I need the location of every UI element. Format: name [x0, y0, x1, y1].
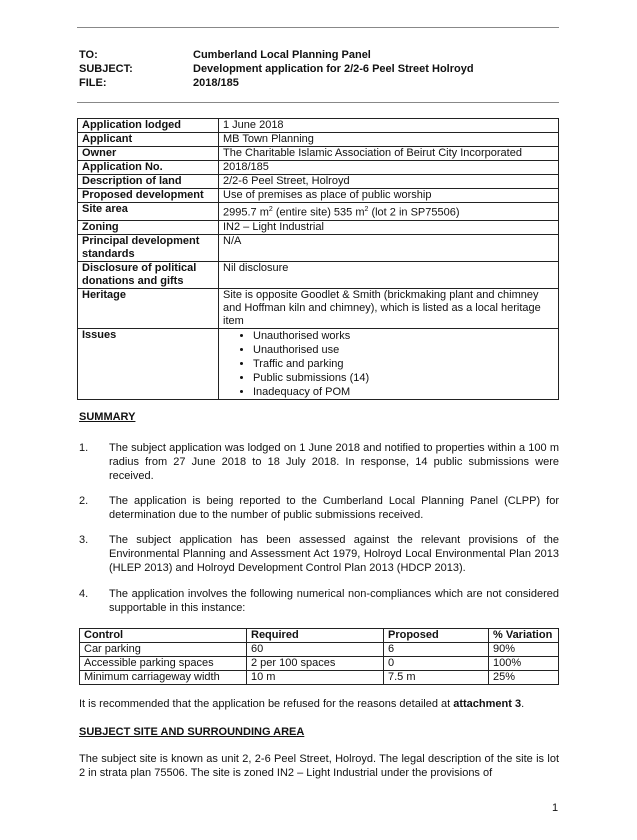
- item-number: 1.: [79, 442, 89, 454]
- row-label: Application lodged: [78, 119, 219, 133]
- row-label: Owner: [78, 147, 219, 161]
- table-row: [78, 261, 559, 288]
- row-label: Description of land: [78, 175, 219, 189]
- item-text: The subject application was lodged on 1 June 2018 and notified to properties within a 100 m radius from 27 June 2018 to 18 July 2018. In response, 14 public submissions were received.: [109, 442, 559, 482]
- row-value: 1 June 2018: [219, 119, 559, 133]
- table-row: [78, 189, 559, 203]
- top-rule: [77, 27, 559, 28]
- column-header: Required: [247, 629, 384, 643]
- recommendation-end: .: [521, 698, 525, 710]
- row-label: Principal development standards: [78, 234, 219, 261]
- table-row: [80, 671, 559, 685]
- table-header-row: [80, 629, 559, 643]
- site-area-part: 2995.7 m: [223, 206, 269, 219]
- row-label: Issues: [78, 328, 219, 399]
- table-row: [78, 203, 559, 221]
- row-value: Site is opposite Goodlet & Smith (brickmaking plant and chimney and Hoffman kiln and chimney), which is listed as a local heritage item: [219, 288, 559, 328]
- site-area-part: (lot 2 in SP75506): [368, 206, 460, 219]
- superscript: 2: [364, 206, 369, 213]
- list-item: • Public submissions (14): [253, 371, 554, 385]
- item-number: 2.: [79, 495, 89, 507]
- site-paragraph: The subject site is known as unit 2, 2-6 Peel Street, Holroyd. The legal description of the site is lot 2 in strata plan 75506. The site is zoned IN2 – Light Industrial under the provisions of: [79, 753, 559, 779]
- row-label: Application No.: [78, 161, 219, 175]
- application-info-table: [77, 118, 559, 400]
- file-value: 2018/185: [193, 77, 239, 89]
- row-label: Heritage: [78, 288, 219, 328]
- item-number: 3.: [79, 534, 89, 546]
- site-area-part: (entire site) 535 m: [272, 206, 365, 219]
- list-item: • Inadequacy of POM: [253, 385, 554, 399]
- row-label: Proposed development: [78, 189, 219, 203]
- column-header: Control: [80, 629, 247, 643]
- to-value: Cumberland Local Planning Panel: [193, 49, 371, 61]
- summary-item: [79, 441, 559, 483]
- row-value: MB Town Planning: [219, 133, 559, 147]
- table-cell: 60: [247, 643, 384, 657]
- table-cell: Car parking: [80, 643, 247, 657]
- item-number: 4.: [79, 588, 89, 600]
- site-area-value: [219, 203, 559, 221]
- table-cell: Minimum carriageway width: [80, 671, 247, 685]
- table-cell: 100%: [489, 657, 559, 671]
- item-text: The application involves the following numerical non-compliances which are not considered supportable in this instance:: [109, 588, 559, 614]
- list-item: • Unauthorised use: [253, 343, 554, 357]
- subject-value: Development application for 2/2-6 Peel Street Holroyd: [193, 63, 474, 75]
- table-cell: Accessible parking spaces: [80, 657, 247, 671]
- memo-header: [79, 48, 559, 90]
- table-row: [78, 133, 559, 147]
- table-row: [78, 147, 559, 161]
- subject-label: SUBJECT:: [79, 63, 133, 75]
- row-value: Use of premises as place of public worship: [219, 189, 559, 203]
- column-header: % Variation: [489, 629, 559, 643]
- table-row: [80, 657, 559, 671]
- table-cell: 10 m: [247, 671, 384, 685]
- superscript: 2: [268, 206, 273, 213]
- table-row: [78, 119, 559, 133]
- table-row: [78, 288, 559, 328]
- row-value: IN2 – Light Industrial: [219, 220, 559, 234]
- to-label: TO:: [79, 49, 98, 61]
- recommendation-paragraph: [79, 698, 559, 712]
- summary-heading: SUMMARY: [79, 411, 136, 423]
- header-rule: [77, 102, 559, 103]
- table-row: [78, 234, 559, 261]
- site-heading: SUBJECT SITE AND SURROUNDING AREA: [79, 726, 305, 738]
- page-number: 1: [552, 802, 559, 814]
- table-cell: 2 per 100 spaces: [247, 657, 384, 671]
- noncompliance-table: [79, 628, 559, 685]
- row-label: Applicant: [78, 133, 219, 147]
- row-value: 2018/185: [219, 161, 559, 175]
- file-label: FILE:: [79, 77, 107, 89]
- summary-item: [79, 494, 559, 522]
- row-value: 2/2-6 Peel Street, Holroyd: [219, 175, 559, 189]
- row-value: Nil disclosure: [219, 261, 559, 288]
- table-cell: 6: [384, 643, 489, 657]
- attachment-reference: attachment 3: [453, 698, 522, 710]
- table-cell: 90%: [489, 643, 559, 657]
- table-row: [78, 161, 559, 175]
- issues-cell: [219, 328, 559, 399]
- list-item: • Unauthorised works: [253, 329, 554, 343]
- summary-item: [79, 587, 559, 615]
- table-cell: 0: [384, 657, 489, 671]
- item-text: The subject application has been assessed against the relevant provisions of the Environmental Planning and Assessment Act 1979, Holroyd Local Environmental Plan 2013 (HLEP 2013) and Holroyd Development Control Plan 2013 (HDCP 2013).: [109, 534, 559, 574]
- row-label: Disclosure of political donations and gifts: [78, 261, 219, 288]
- table-cell: 7.5 m: [384, 671, 489, 685]
- table-row: [78, 328, 559, 399]
- row-label: Zoning: [78, 220, 219, 234]
- table-row: [80, 643, 559, 657]
- table-cell: 25%: [489, 671, 559, 685]
- row-label: Site area: [78, 203, 219, 221]
- recommendation-text: It is recommended that the application be refused for the reasons detailed at: [79, 698, 454, 710]
- row-value: N/A: [219, 234, 559, 261]
- row-value: The Charitable Islamic Association of Beirut City Incorporated: [219, 147, 559, 161]
- table-row: [78, 175, 559, 189]
- item-text: The application is being reported to the Cumberland Local Planning Panel (CLPP) for determination due to the number of public submissions received.: [109, 495, 559, 521]
- list-item: • Traffic and parking: [253, 357, 554, 371]
- table-row: [78, 220, 559, 234]
- summary-item: [79, 533, 559, 575]
- issues-list: [223, 329, 554, 399]
- column-header: Proposed: [384, 629, 489, 643]
